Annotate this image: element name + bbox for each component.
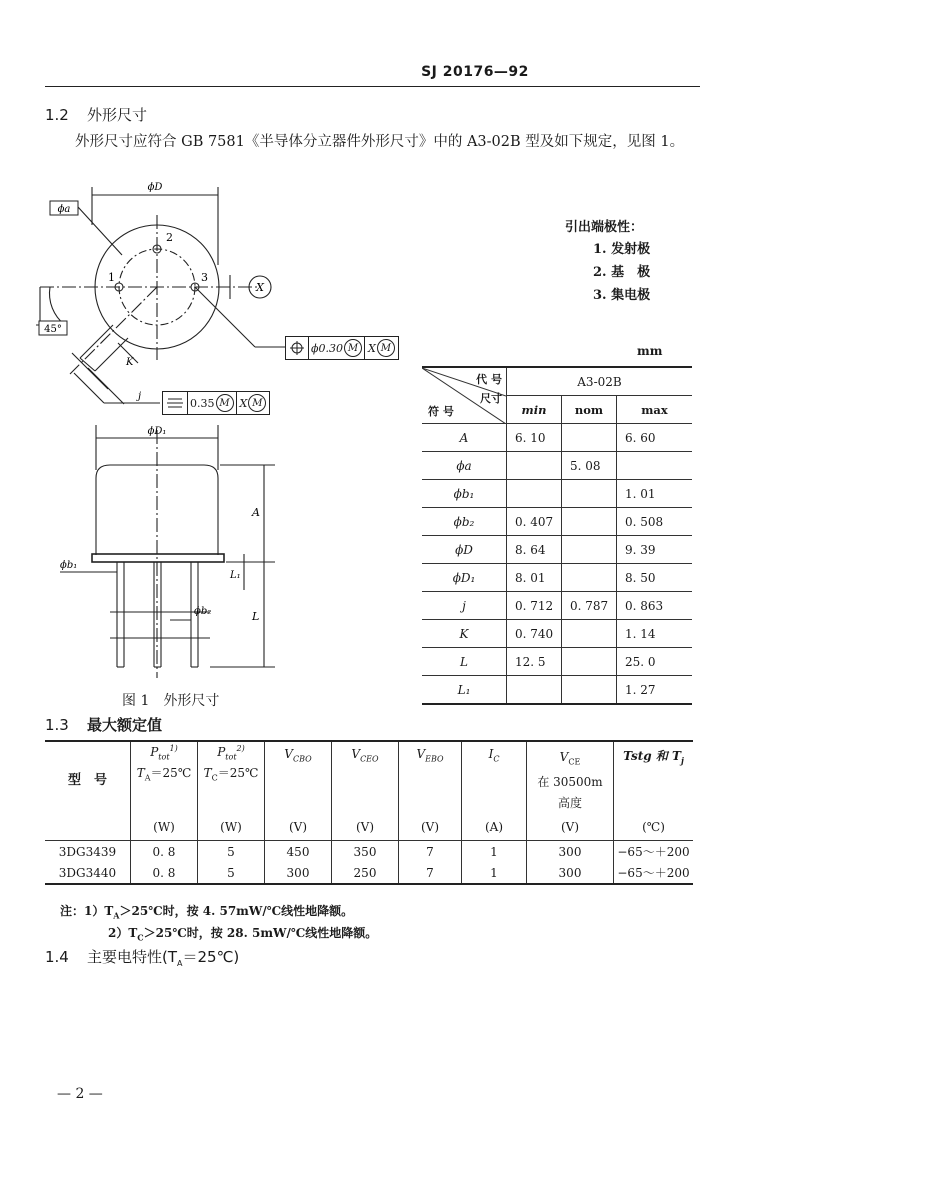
max-ratings-table (45, 740, 693, 885)
symmetry-symbol-icon (163, 392, 188, 414)
section-title-rest: ＝25℃) (182, 948, 240, 966)
row-nom (562, 620, 617, 648)
unit-label: mm (637, 344, 663, 358)
row-max: 0. 863 (617, 592, 693, 620)
top-view-drawing (30, 175, 290, 415)
ptot2-cell: 5 (198, 862, 265, 884)
vceo-header: $V_{CEO}$ (332, 741, 399, 814)
tstg-label: Tstg 和 T (623, 749, 681, 763)
vceo-cell: 350 (332, 840, 399, 862)
ic-header: $I_C$ (462, 741, 527, 814)
vcbo-cell: 450 (265, 840, 332, 862)
row-nom (562, 648, 617, 676)
table-row (422, 592, 692, 620)
unit-cell: (A) (462, 814, 527, 840)
vce-header: $V_{CE}$ 在 30500m 高度 (527, 741, 614, 814)
model-cell: 3DG3440 (45, 862, 131, 884)
corner-top: 代 号 (476, 373, 502, 386)
tol-bottom-m2: M (248, 394, 266, 412)
vce-note-height: 高度 (557, 796, 582, 811)
section-1-2-paragraph: 外形尺寸应符合 GB 7581《半导体分立器件外形尺寸》中的 A3-02B 型及如下规定，见图 1。 (75, 134, 685, 150)
position-symbol-icon (286, 337, 309, 359)
table-row (422, 452, 692, 480)
row-min: 0. 740 (507, 620, 562, 648)
tol-top-value: ϕ0.30 (311, 341, 343, 355)
vceo-cell: 250 (332, 862, 399, 884)
row-min: 8. 01 (507, 564, 562, 592)
ptot1-header: $P_{tot}^{1)}$ (131, 741, 198, 764)
table-row (422, 424, 692, 452)
phia-label: ϕa (57, 204, 71, 215)
tol-bottom-m1: M (216, 394, 234, 412)
section-1-3-heading (45, 714, 162, 735)
temp-cell: −65～＋200 (614, 840, 694, 862)
row-symbol: A (422, 424, 507, 452)
corner-header-cell (422, 367, 507, 424)
table-row (45, 862, 693, 884)
section-number: 1.3 (45, 716, 69, 734)
phib1-label: ϕb₁ (60, 560, 78, 571)
ta-symbol: T (136, 766, 145, 781)
row-nom: 5. 08 (562, 452, 617, 480)
datum-x-label: X (256, 281, 264, 294)
table-row (422, 620, 692, 648)
row-max: 1. 14 (617, 620, 693, 648)
polarity-item: 1. 发射极 (593, 242, 651, 257)
tj-sub: j (680, 755, 684, 766)
row-min (507, 452, 562, 480)
row-max: 9. 39 (617, 536, 693, 564)
section-title: 最大额定值 (87, 716, 163, 734)
unit-cell: (V) (332, 814, 399, 840)
unit-cell: (℃) (614, 814, 694, 840)
position-tolerance-frame (285, 336, 399, 360)
tol-bottom-value: 0.35 (190, 396, 215, 410)
row-symbol: L (422, 648, 507, 676)
figure-caption: 图 1 外形尺寸 (122, 693, 220, 709)
row-symbol: j (422, 592, 507, 620)
row-max (617, 452, 693, 480)
tol-top-datum: X (368, 341, 376, 355)
pin1-label: 1 (108, 271, 115, 284)
row-symbol: ϕa (422, 452, 507, 480)
table-row (422, 536, 692, 564)
table-row (422, 676, 692, 705)
vce-cell: 300 (527, 840, 614, 862)
row-symbol: ϕD (422, 536, 507, 564)
section-number: 1.4 (45, 948, 69, 966)
tc-symbol: T (203, 766, 212, 781)
ic-cell: 1 (462, 840, 527, 862)
row-symbol: ϕb₂ (422, 508, 507, 536)
temp-header (614, 741, 694, 814)
row-nom (562, 480, 617, 508)
phiD1-label: ϕD₁ (147, 426, 167, 437)
row-min: 8. 64 (507, 536, 562, 564)
phiD-label: ϕD (147, 182, 163, 193)
note-1-sub: A (113, 910, 120, 921)
row-nom (562, 564, 617, 592)
ta-sub: A (144, 773, 151, 783)
temp-cell: −65～＋200 (614, 862, 694, 884)
notes-prefix: 注： (60, 904, 85, 918)
unit-cell: (V) (265, 814, 332, 840)
row-nom (562, 676, 617, 705)
vebo-header: $V_{EBO}$ (399, 741, 462, 814)
row-symbol: ϕb₁ (422, 480, 507, 508)
symmetry-tolerance-frame (162, 391, 270, 415)
j-label: j (138, 391, 142, 402)
units-row (45, 814, 693, 840)
l-dim-label: L (252, 610, 260, 623)
tc-sub: C (211, 773, 218, 783)
ptot2-header: $P_{tot}^{2)}$ (198, 741, 265, 764)
ptot1-cell: 0. 8 (131, 840, 198, 862)
vce-cell: 300 (527, 862, 614, 884)
vce-note-altitude: 在 30500m (537, 775, 603, 790)
section-title: 主要电特性(T (87, 948, 178, 966)
row-min: 12. 5 (507, 648, 562, 676)
table-row (422, 564, 692, 592)
note-1 (60, 902, 353, 920)
ptot2-cell: 5 (198, 840, 265, 862)
tol-top-m1: M (344, 339, 362, 357)
note-1-start: 1）T (84, 904, 114, 918)
row-min: 0. 407 (507, 508, 562, 536)
row-nom (562, 536, 617, 564)
ta-value: ＝25℃ (150, 766, 192, 781)
table-row (422, 508, 692, 536)
col-max-header: max (617, 396, 693, 424)
col-nom-header: nom (562, 396, 617, 424)
angle-label: 45° (44, 324, 62, 335)
vebo-cell: 7 (399, 840, 462, 862)
dimension-table (422, 366, 692, 705)
unit-cell: (W) (198, 814, 265, 840)
row-symbol: L₁ (422, 676, 507, 705)
page-number: — 2 — (57, 1086, 103, 1102)
unit-cell: (V) (527, 814, 614, 840)
section-title: 外形尺寸 (87, 106, 148, 124)
model-cell: 3DG3439 (45, 840, 131, 862)
a-dim-label: A (252, 506, 260, 519)
note-2-sub: C (137, 932, 144, 943)
row-max: 8. 50 (617, 564, 693, 592)
row-nom (562, 508, 617, 536)
package-type-header: A3-02B (507, 367, 693, 396)
polarity-title: 引出端极性： (565, 220, 644, 235)
section-title-sub: A (177, 959, 183, 968)
note-1-rest: ＞25℃时，按 4. 57mW/℃线性地降额。 (119, 904, 354, 918)
corner-mid: 尺寸 (480, 392, 502, 405)
polarity-item: 3. 集电极 (593, 288, 651, 303)
row-max: 1. 27 (617, 676, 693, 705)
tc-value: ＝25℃ (217, 766, 259, 781)
note-2 (108, 924, 377, 942)
note-2-rest: ＞25℃时，按 28. 5mW/℃线性地降额。 (143, 926, 378, 940)
table-row (422, 648, 692, 676)
model-header: 型 号 (45, 741, 131, 814)
corner-left: 符 号 (428, 405, 454, 418)
standard-number: SJ 20176—92 (421, 64, 529, 80)
row-symbol: ϕD₁ (422, 564, 507, 592)
pin2-label: 2 (166, 231, 173, 244)
section-1-4-heading (45, 946, 239, 968)
k-label: K (126, 357, 134, 368)
phib2-label: ϕb₂ (194, 606, 212, 617)
pin3-label: 3 (201, 271, 208, 284)
col-min-header: min (507, 396, 562, 424)
table-row (422, 480, 692, 508)
row-nom (562, 424, 617, 452)
l1-label: L₁ (230, 570, 241, 581)
header-rule (45, 86, 700, 87)
side-view-drawing (50, 420, 290, 685)
row-max: 25. 0 (617, 648, 693, 676)
row-max: 0. 508 (617, 508, 693, 536)
row-max: 1. 01 (617, 480, 693, 508)
vebo-cell: 7 (399, 862, 462, 884)
tol-top-m2: M (377, 339, 395, 357)
unit-cell: (V) (399, 814, 462, 840)
ta-condition (131, 764, 198, 814)
tol-bottom-datum: X (239, 396, 248, 410)
row-min: 0. 712 (507, 592, 562, 620)
vcbo-cell: 300 (265, 862, 332, 884)
section-number: 1.2 (45, 106, 69, 124)
polarity-item: 2. 基 极 (593, 265, 651, 280)
ic-cell: 1 (462, 862, 527, 884)
tc-condition (198, 764, 265, 814)
unit-cell: (W) (131, 814, 198, 840)
section-1-2-heading (45, 104, 147, 125)
row-nom: 0. 787 (562, 592, 617, 620)
row-min (507, 676, 562, 705)
ptot1-cell: 0. 8 (131, 862, 198, 884)
row-max: 6. 60 (617, 424, 693, 452)
row-min: 6. 10 (507, 424, 562, 452)
note-2-start: 2）T (108, 926, 138, 940)
table-row (45, 840, 693, 862)
row-min (507, 480, 562, 508)
vcbo-header: $V_{CBO}$ (265, 741, 332, 814)
row-symbol: K (422, 620, 507, 648)
